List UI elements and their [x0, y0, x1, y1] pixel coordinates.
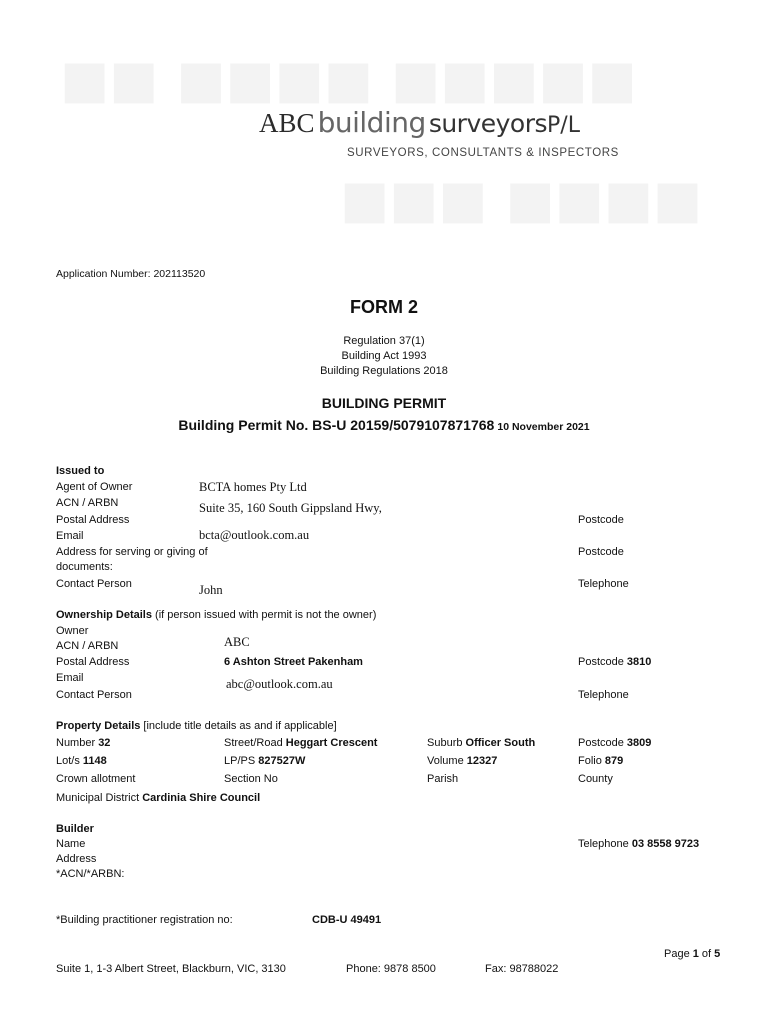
contact-label: Contact Person	[56, 578, 132, 590]
suburb-value: Officer South	[465, 737, 536, 749]
act-line: Building Act 1993	[341, 350, 427, 362]
practitioner-value: CDB-U 49491	[312, 914, 382, 926]
email-value: bcta@outlook.com.au	[199, 528, 310, 542]
property-postcode-label: Postcode	[578, 737, 627, 749]
serving-label: Address for serving or giving of	[56, 546, 208, 558]
property-note: [include title details as and if applicable]	[140, 720, 337, 732]
builder-heading: Builder	[56, 823, 94, 835]
county-label: County	[578, 773, 613, 785]
postcode-label: Postcode	[578, 514, 624, 526]
practitioner-label: *Building practitioner registration no:	[56, 914, 233, 926]
owner-postal-label: Postal Address	[56, 656, 130, 668]
builder-name-label: Name	[56, 838, 86, 850]
telephone-label: Telephone	[578, 578, 629, 590]
permit-date: 10 November 2021	[497, 421, 590, 433]
volume-label: Volume	[427, 755, 467, 767]
permit-heading: BUILDING PERMIT	[321, 395, 447, 411]
issued-to-heading: Issued to	[56, 465, 105, 477]
logo-tagline: SURVEYORS, CONSULTANTS & INSPECTORS	[347, 147, 619, 159]
lots-label: Lot/s	[56, 755, 83, 767]
parish-label: Parish	[427, 773, 459, 785]
municipal-label: Municipal District	[56, 792, 143, 804]
owner-email-label: Email	[56, 672, 84, 684]
footer-phone: Phone: 9878 8500	[346, 963, 436, 975]
folio-value: 879	[604, 755, 624, 767]
lpps-label: LP/PS	[224, 755, 259, 767]
owner-telephone-label: Telephone	[578, 689, 629, 701]
form-title: FORM 2	[349, 297, 418, 317]
acn-value: Suite 35, 160 South Gippsland Hwy,	[199, 501, 382, 515]
page-of: of	[698, 948, 715, 960]
owner-email-value: abc@outlook.com.au	[226, 677, 333, 691]
watermark: ■■ ■■■■ ■■■■■	[60, 50, 637, 110]
agent-value: BCTA homes Pty Ltd	[199, 480, 307, 494]
number-value: 32	[98, 737, 111, 749]
owner-label: Owner	[56, 625, 89, 637]
regulations-line: Building Regulations 2018	[320, 365, 448, 377]
serving-label-2: documents:	[56, 561, 113, 573]
lpps-value: 827527W	[258, 755, 306, 767]
footer-address: Suite 1, 1-3 Albert Street, Blackburn, VIC, 3130	[56, 963, 286, 975]
lots-value: 1148	[82, 755, 107, 767]
regulation-line: Regulation 37(1)	[343, 335, 425, 347]
folio-label: Folio	[578, 755, 605, 767]
page-prefix: Page	[664, 948, 693, 960]
owner-acn-label: ACN / ARBN	[56, 640, 119, 652]
property-postcode-value: 3809	[626, 737, 652, 749]
municipal-value: Cardinia Shire Council	[142, 792, 261, 804]
logo-pl: P/L	[547, 113, 580, 138]
builder-acn-label: *ACN/*ARBN:	[56, 868, 125, 880]
street-label: Street/Road	[224, 737, 286, 749]
logo-building: building	[317, 106, 426, 139]
builder-address-label: Address	[56, 853, 97, 865]
property-heading: Property Details	[56, 720, 141, 732]
street-value: Heggart Crescent	[285, 737, 378, 749]
contact-value: John	[199, 583, 223, 597]
postal-label: Postal Address	[56, 514, 130, 526]
watermark: ■■■ ■■■■	[340, 170, 703, 230]
logo-abc: ABC	[259, 108, 315, 138]
crown-label: Crown allotment	[56, 773, 136, 785]
logo-surveyors: surveyors	[428, 109, 548, 138]
page-total: 5	[714, 948, 721, 960]
application-number: Application Number: 202113520	[56, 268, 206, 280]
footer-fax: Fax: 98788022	[485, 963, 559, 975]
suburb-label: Suburb	[427, 737, 466, 749]
email-label: Email	[56, 530, 84, 542]
ownership-note: (if person issued with permit is not the owner)	[151, 609, 377, 621]
page-current: 1	[692, 948, 699, 960]
builder-telephone-value: 03 8558 9723	[631, 838, 700, 850]
owner-postcode-label: Postcode	[578, 656, 627, 668]
owner-postcode-value: 3810	[626, 656, 652, 668]
page-indicator	[664, 948, 720, 960]
section-label: Section No	[224, 773, 278, 785]
permit-number: Building Permit No. BS-U 20159/5079107871768	[178, 417, 495, 433]
owner-acn-value: ABC	[224, 635, 250, 649]
builder-telephone-label: Telephone	[578, 838, 632, 850]
owner-postal-value: 6 Ashton Street Pakenham	[224, 656, 363, 668]
volume-value: 12327	[466, 755, 498, 767]
agent-label: Agent of Owner	[56, 481, 133, 493]
acn-label: ACN / ARBN	[56, 497, 119, 509]
number-label: Number	[56, 737, 99, 749]
serving-postcode-label: Postcode	[578, 546, 624, 558]
ownership-heading: Ownership Details	[56, 609, 152, 621]
owner-contact-label: Contact Person	[56, 689, 132, 701]
